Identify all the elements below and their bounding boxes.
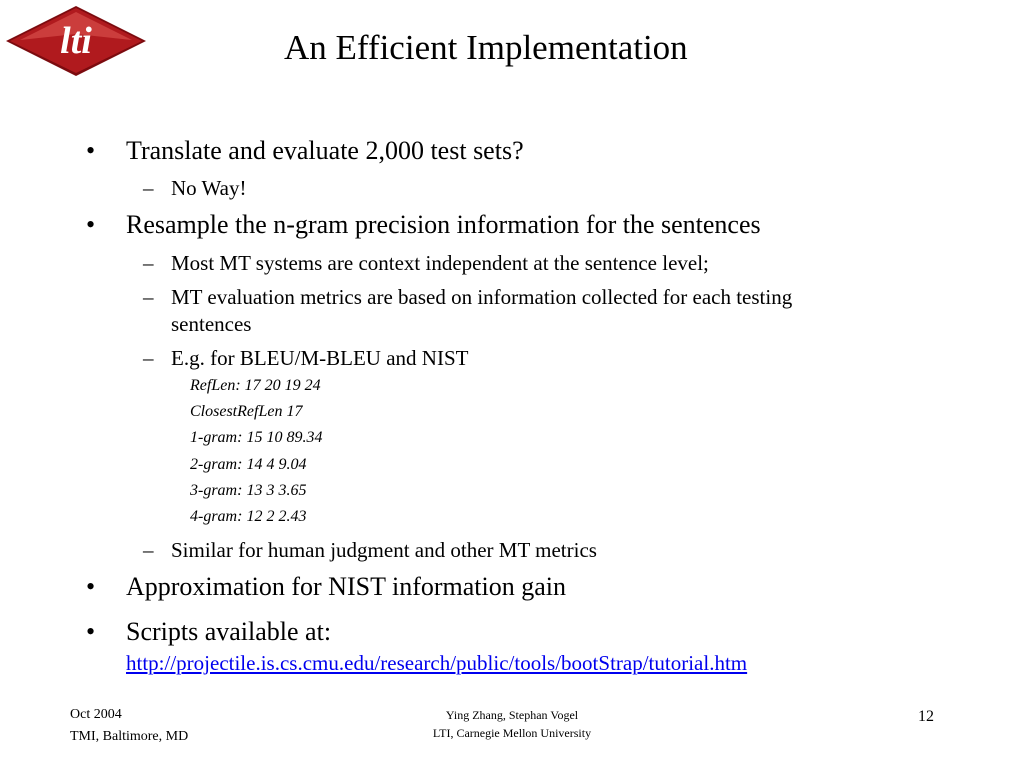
bullet-4-text: Scripts available at:: [126, 617, 332, 646]
example-line-2: ClosestRefLen 17: [190, 403, 303, 420]
bullet-2-text: Resample the n-gram precision information for the sentences: [126, 210, 761, 239]
logo-text: lti: [60, 20, 92, 62]
bullet-3: [86, 571, 567, 602]
bullet-2-sub-2: [143, 284, 793, 310]
bullet-2-sub-3-text: E.g. for BLEU/M-BLEU and NIST: [171, 346, 469, 370]
bullet-2-sub-2-text: MT evaluation metrics are based on information collected for each testing: [171, 285, 793, 309]
bullet-2-sub-3: [143, 345, 469, 371]
example-line-1: RefLen: 17 20 19 24: [190, 377, 321, 394]
bullet-3-text: Approximation for NIST information gain: [126, 572, 567, 601]
slide-title: An Efficient Implementation: [284, 28, 688, 67]
footer-affiliation: LTI, Carnegie Mellon University: [432, 726, 592, 740]
footer-center: [412, 706, 612, 742]
bullet-1: [86, 135, 524, 166]
example-line-6: 4-gram: 12 2 2.43: [190, 508, 307, 525]
footer-venue: TMI, Baltimore, MD: [70, 729, 189, 744]
example-line-5: 3-gram: 13 3 3.65: [190, 482, 307, 499]
bullet-1-sub-1: [143, 175, 247, 201]
dash-marker: –: [143, 285, 154, 309]
example-line-4: 2-gram: 14 4 9.04: [190, 456, 307, 473]
footer-left: [70, 704, 188, 748]
bullet-1-sub-1-text: No Way!: [171, 176, 247, 200]
bullet-2-sub-4-text: Similar for human judgment and other MT metrics: [171, 538, 597, 562]
footer-date: Oct 2004: [70, 707, 122, 722]
bullet-marker: •: [86, 572, 96, 601]
bullet-2-sub-1-text: Most MT systems are context independent at the sentence level;: [171, 251, 709, 275]
bullet-2-sub-2-cont-text: sentences: [171, 312, 252, 336]
bullet-4: [86, 616, 332, 647]
dash-marker: –: [143, 176, 154, 200]
example-line-3: 1-gram: 15 10 89.34: [190, 429, 323, 446]
bullet-2-sub-1: [143, 250, 709, 276]
bullet-2: [86, 209, 761, 240]
page-number: 12: [918, 708, 934, 725]
bullet-1-text: Translate and evaluate 2,000 test sets?: [126, 136, 524, 165]
bullet-marker: •: [86, 136, 96, 165]
bullet-2-sub-4: [143, 537, 597, 563]
scripts-link[interactable]: http://projectile.is.cs.cmu.edu/research/public/tools/bootStrap/tutorial.htm: [126, 651, 748, 675]
footer-authors: Ying Zhang, Stephan Vogel: [445, 708, 579, 722]
dash-marker: –: [143, 251, 154, 275]
dash-marker: –: [143, 538, 154, 562]
bullet-marker: •: [86, 617, 96, 646]
bullet-2-sub-2-cont: [171, 311, 251, 337]
dash-marker: –: [143, 346, 154, 370]
bullet-marker: •: [86, 210, 96, 239]
